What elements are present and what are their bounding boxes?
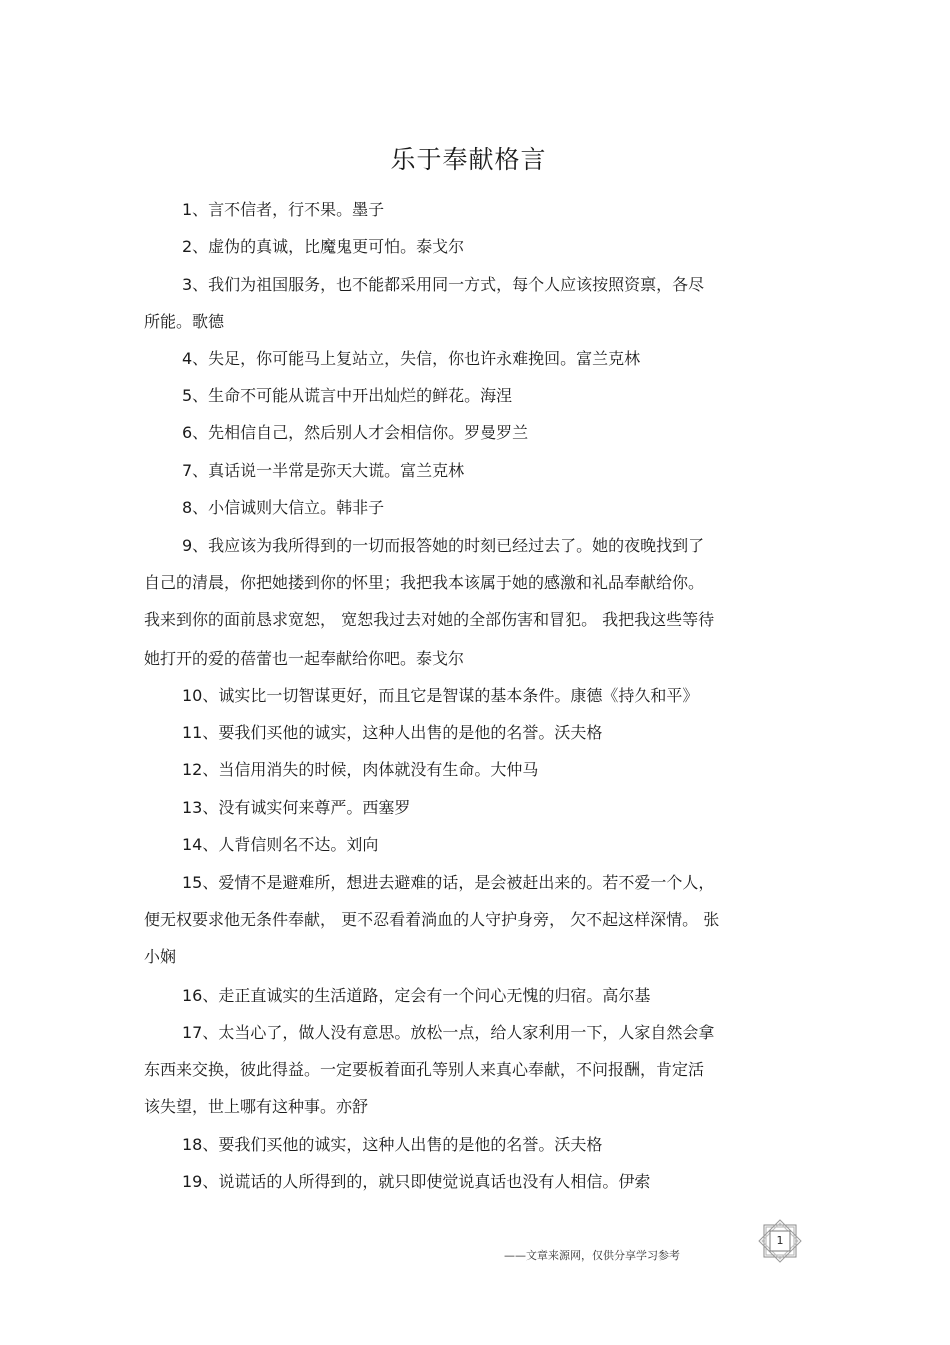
text-line: 14、人背信则名不达。刘向 <box>182 835 379 854</box>
page-number-badge <box>756 1219 804 1263</box>
text-line: 东西来交换，彼此得益。一定要板着面孔等别人来真心奉献，不问报酬，肯定活 <box>144 1060 705 1079</box>
text-line: 自己的清晨，你把她搂到你的怀里；我把我本该属于她的感激和礼品奉献给你。 <box>144 573 705 592</box>
text-line: 该失望，世上哪有这种事。亦舒 <box>144 1097 369 1116</box>
text-line: 6、先相信自己，然后别人才会相信你。罗曼罗兰 <box>182 423 529 442</box>
page-number: 1 <box>776 1234 784 1247</box>
text-line: 小娴 <box>144 947 177 966</box>
text-line: 所能。歌德 <box>144 312 225 331</box>
text-line: 2、虚伪的真诚，比魔鬼更可怕。泰戈尔 <box>182 237 465 256</box>
text-line: 8、小信诚则大信立。韩非子 <box>182 498 385 517</box>
text-line: 12、当信用消失的时候，肉体就没有生命。大仲马 <box>182 760 539 779</box>
text-line: 我来到你的面前恳求宽恕， 宽恕我过去对她的全部伤害和冒犯。 我把我这些等待 <box>144 610 715 629</box>
text-line: 11、要我们买他的诚实，这种人出售的是他的名誉。沃夫格 <box>182 723 603 742</box>
text-line: 18、要我们买他的诚实，这种人出售的是他的名誉。沃夫格 <box>182 1135 603 1154</box>
footer-source-text: ——文章来源网，仅供分享学习参考 <box>504 1249 680 1262</box>
text-line: 9、我应该为我所得到的一切而报答她的时刻已经过去了。她的夜晚找到了 <box>182 536 705 555</box>
text-line: 13、没有诚实何来尊严。西塞罗 <box>182 798 411 817</box>
text-line: 19、说谎话的人所得到的，就只即使觉说真话也没有人相信。伊索 <box>182 1172 651 1191</box>
text-line: 4、失足，你可能马上复站立，失信，你也许永难挽回。富兰克林 <box>182 349 641 368</box>
text-line: 3、我们为祖国服务，也不能都采用同一方式，每个人应该按照资禀，各尽 <box>182 275 705 294</box>
text-line: 16、走正直诚实的生活道路，定会有一个问心无愧的归宿。高尔基 <box>182 986 651 1005</box>
page-title: 乐于奉献格言 <box>390 145 547 174</box>
text-line: 5、生命不可能从谎言中开出灿烂的鲜花。海涅 <box>182 386 513 405</box>
text-line: 15、爱情不是避难所，想进去避难的话，是会被赶出来的。若不爱一个人， <box>182 873 715 892</box>
text-line: 1、言不信者，行不果。墨子 <box>182 200 385 219</box>
text-line: 她打开的爱的蓓蕾也一起奉献给你吧。泰戈尔 <box>144 649 465 668</box>
text-line: 17、太当心了，做人没有意思。放松一点，给人家利用一下，人家自然会拿 <box>182 1023 715 1042</box>
text-line: 10、诚实比一切智谋更好，而且它是智谋的基本条件。康德《持久和平》 <box>182 686 699 705</box>
text-line: 7、真话说一半常是弥天大谎。富兰克林 <box>182 461 465 480</box>
text-line: 便无权要求他无条件奉献， 更不忍看着淌血的人守护身旁， 欠不起这样深情。 张 <box>144 910 720 929</box>
